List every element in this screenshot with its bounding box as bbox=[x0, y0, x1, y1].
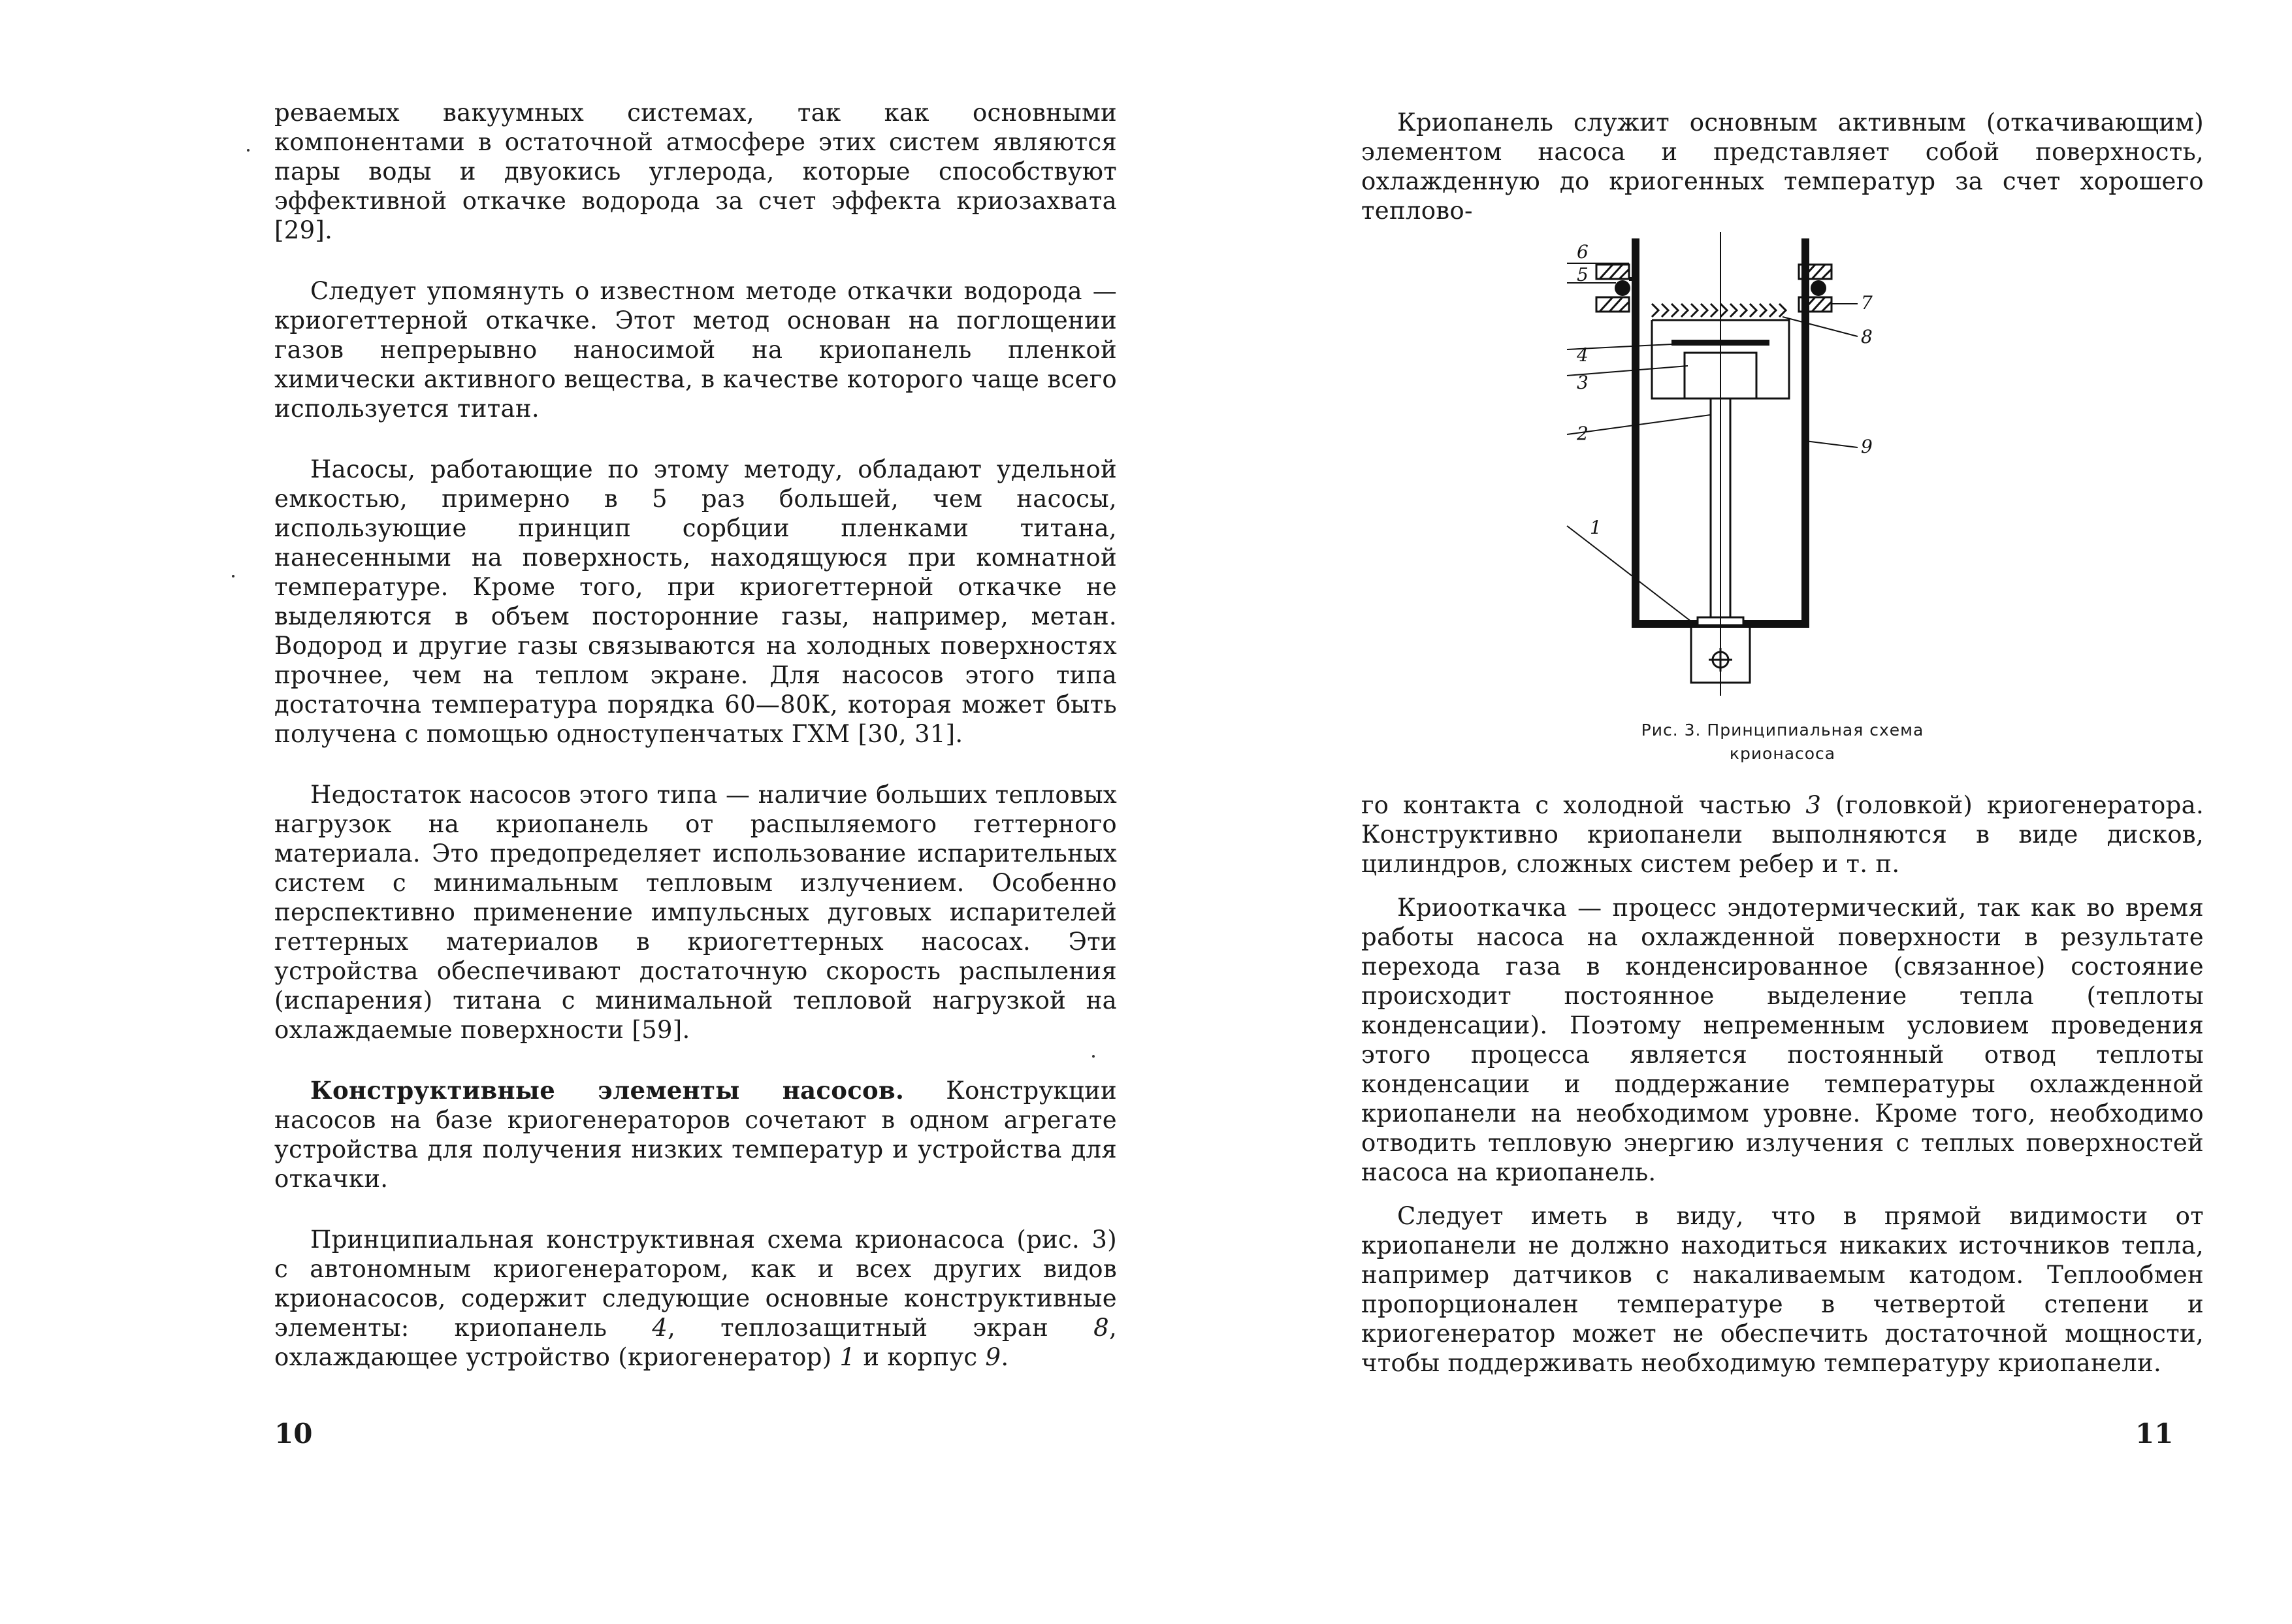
right-page bbox=[1146, 0, 2292, 1624]
ref-number: 1 bbox=[839, 1343, 856, 1371]
ref-number: 4 bbox=[652, 1314, 668, 1342]
cryopump-schematic bbox=[1538, 232, 1903, 702]
caption-line-2: крионасоса bbox=[1729, 744, 1836, 763]
right-page-intro bbox=[1361, 108, 2204, 225]
cryopump-diagram bbox=[1538, 232, 1903, 702]
scan-speck bbox=[247, 149, 250, 152]
paragraph-intro: Криопанель служит основным активным (откачивающим) элементом насоса и представляет собой поверхность, охлажденную до криогенных температур за счет хорошего теплово- bbox=[1361, 108, 2204, 225]
scan-speck bbox=[232, 575, 234, 577]
seal-ring bbox=[1615, 280, 1630, 296]
fig-label-8: 8 bbox=[1861, 326, 1873, 348]
left-page-text bbox=[274, 98, 1117, 1372]
paragraph-section bbox=[274, 1076, 1117, 1194]
text-run: (головкой) криогенератора. Конструктивно криопанели выполняются в виде дисков, цилиндров, сложных систем ребер и т. п. bbox=[1361, 791, 2204, 878]
paragraph-6 bbox=[274, 1225, 1117, 1372]
paragraph-continuation bbox=[1361, 790, 2204, 879]
fig-label-1: 1 bbox=[1590, 517, 1602, 538]
page-number-left: 10 bbox=[274, 1418, 313, 1450]
ref-number: 3 bbox=[1805, 791, 1822, 819]
caption-line-1: Рис. 3. Принципиальная схема bbox=[1641, 721, 1924, 739]
paragraph-4: Недостаток насосов этого типа — наличие больших тепловых нагрузок на криопанель от распыляемого геттерного материала. Это предопределяет использование испарительных систем с минимальным тепловым излучением. Особенно перспективно применение импульсных дуговых испарителей геттерных материалов в криогеттерных насосах. Эти устройства обеспечивают достаточную скорость распыления (испарения) титана с минимальной тепловой нагрузкой на охлаждаемые поверхности [59]. bbox=[274, 781, 1117, 1044]
text-run: Принципиальная конструктивная схема крионасоса (рис. 3) с автономным криогенератором, как и всех других видов крионасосов, содержит следующие основные конструктивные элементы: криопанель bbox=[274, 1226, 1117, 1342]
page-number-right: 11 bbox=[2135, 1418, 2174, 1450]
ref-number: 9 bbox=[985, 1343, 1001, 1371]
fig-label-3: 3 bbox=[1577, 372, 1589, 393]
fig-label-4: 4 bbox=[1577, 344, 1589, 366]
seal-ring bbox=[1811, 280, 1826, 296]
fig-label-2: 2 bbox=[1577, 423, 1589, 444]
text-run: и корпус bbox=[855, 1343, 986, 1371]
figure-caption bbox=[1361, 719, 2204, 766]
paragraph-heat-sources: Следует иметь в виду, что в прямой видимости от криопанели не должно находиться никаких источников тепла, например датчиков с накаливаемым катодом. Теплообмен пропорционален температуре в четвертой степени и криогенератор может не обеспечить достаточной мощности, чтобы поддерживать необходимую температуру криопанели. bbox=[1361, 1202, 2204, 1377]
text-run: , теплозащитный экран bbox=[668, 1314, 1094, 1342]
scan-speck bbox=[1092, 1055, 1095, 1058]
leader-lines bbox=[1567, 263, 1858, 624]
fig-label-6: 6 bbox=[1577, 241, 1589, 263]
fig-label-9: 9 bbox=[1861, 436, 1873, 457]
ref-number: 8 bbox=[1093, 1314, 1109, 1342]
paragraph-1: реваемых вакуумных системах, так как основными компонентами в остаточной атмосфере этих систем являются пары воды и двуокись углерода, которые способствуют эффективной откачке водорода за счет эффекта криозахвата [29]. bbox=[274, 99, 1117, 244]
text-run: , охлаждающее устройство (криогенератор) bbox=[274, 1314, 1117, 1371]
fig-label-7: 7 bbox=[1861, 292, 1873, 314]
section-heading: Конструктивные элементы насосов. bbox=[310, 1076, 905, 1105]
right-page-text bbox=[1361, 790, 2204, 1378]
paragraph-cryopumping: Криооткачка — процесс эндотермический, так как во время работы насоса на охлажденной поверхности в результате перехода газа в конденсированное (связанное) состояние происходит постоянное выделение тепла (теплоты конденсации). Поэтому непременным условием проведения этого процесса является постоянный отвод теплоты конденсации и поддержание температуры охлажденной криопанели на необходимом уровне. Кроме того, необходимо отводить тепловую энергию излучения с теплых поверхностей насоса на криопанель. bbox=[1361, 894, 2204, 1186]
section-text: Конструкции насосов на базе криогенераторов сочетают в одном агрегате устройства для получения низких температур и устройства для откачки. bbox=[274, 1077, 1117, 1193]
paragraph-2: Следует упомянуть о известном методе откачки водорода — криогеттерной откачке. Этот метод основан на поглощении газов непрерывно наносимой на криопанель пленкой химически активного вещества, в качестве которого чаще всего используется титан. bbox=[274, 277, 1117, 423]
fig-label-5: 5 bbox=[1577, 264, 1589, 285]
paragraph-3: Насосы, работающие по этому методу, обладают удельной емкостью, примерно в 5 раз большей, чем насосы, использующие принцип сорбции пленками титана, нанесенными на поверхность, находящуюся при комнатной температуре. Кроме того, при криогеттерной откачке не выделяются в объем посторонние газы, например, метан. Водород и другие газы связываются на холодных поверхностях прочнее, чем на теплом экране. Для насосов этого типа достаточна температура порядка 60—80К, которая может быть получена с помощью одноступенчатых ГХМ [30, 31]. bbox=[274, 455, 1117, 748]
text-run: го контакта с холодной частью bbox=[1361, 791, 1806, 819]
text-run: . bbox=[1001, 1343, 1009, 1371]
